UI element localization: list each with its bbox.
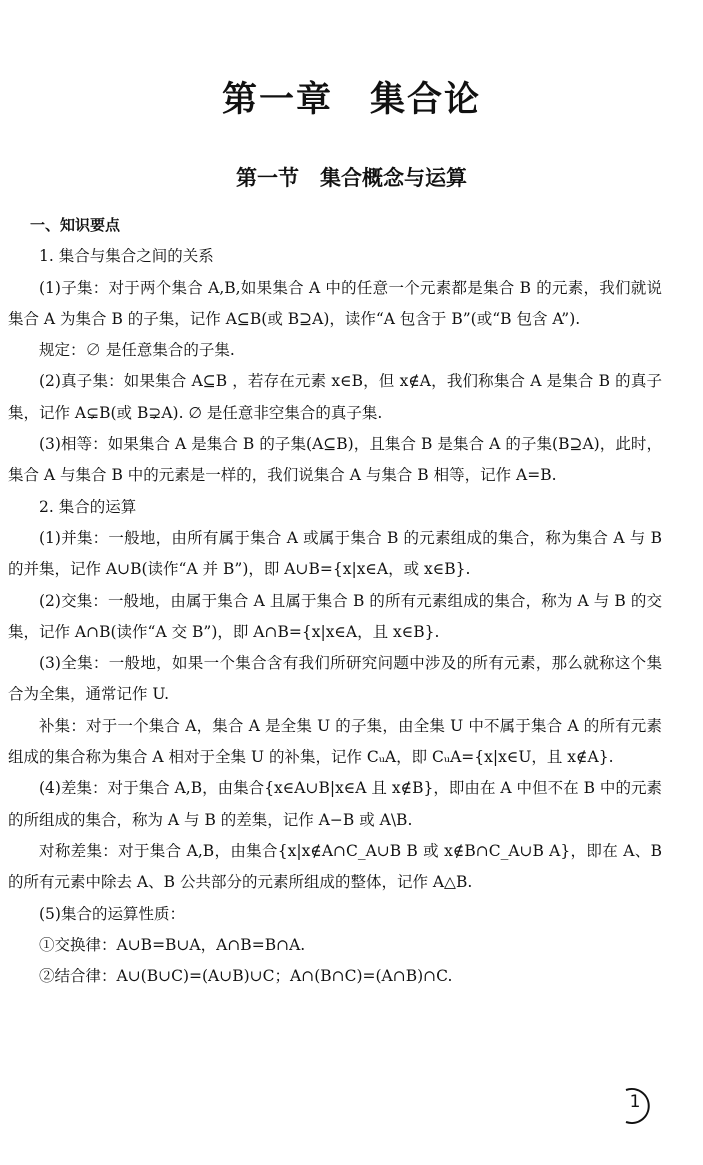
paragraph-universal-set: (3)全集：一般地，如果一个集合含有我们所研究问题中涉及的所有元素，那么就称这个集合为全集，通常记作 U. [8,654,662,704]
knowledge-points-heading: 一、知识要点 [30,216,121,234]
paragraph-empty-set-rule: 规定：∅ 是任意集合的子集. [39,341,235,360]
page-number-badge [618,1086,658,1126]
paragraph-commutative-law: ①交换律：A∪B=B∪A，A∩B=B∩A. [39,935,306,954]
paragraph-subset: (1)子集：对于两个集合 A,B,如果集合 A 中的任意一个元素都是集合 B 的元素，我们就说集合 A 为集合 B 的子集，记作 A⊆B(或 B⊇A)，读作“A 包含于 B”(或“B 包含 A”). [8,278,662,328]
paragraph-properties: (5)集合的运算性质： [39,904,185,923]
paragraph-symmetric-difference: 对称差集：对于集合 A,B，由集合{x|x∉A∩C_A∪B B 或 x∉B∩C_A∪B A}，即在 A、B 的所有元素中除去 A、B 公共部分的元素所组成的整体，记作 A△B. [8,841,662,892]
paragraph-union: (1)并集：一般地，由所有属于集合 A 或属于集合 B 的元素组成的集合，称为集合 A 与 B 的并集，记作 A∪B(读作“A 并 B”)，即 A∪B={x|x∈A，或 x∈B}. [8,528,662,579]
paragraph-equality: (3)相等：如果集合 A 是集合 B 的子集(A⊆B)，且集合 B 是集合 A 的子集(B⊇A)，此时，集合 A 与集合 B 中的元素是一样的，我们说集合 A 与集合 B 相等，记作 A=B. [8,435,662,485]
paragraph-intersection: (2)交集：一般地，由属于集合 A 且属于集合 B 的所有元素组成的集合，称为 A 与 B 的交集，记作 A∩B(读作“A 交 B”)，即 A∩B={x|x∈A，且 x∈B}. [8,591,662,641]
chapter-title: 第一章 集合论 [221,80,481,120]
paragraph-complement: 补集：对于一个集合 A，集合 A 是全集 U 的子集，由全集 U 中不属于集合 A 的所有元素组成的集合称为集合 A 相对于全集 U 的补集，记作 CᵤA，即 CᵤA={x|x∈U，且 x∉A}. [8,716,662,767]
body-text [8,210,662,992]
section-title: 第一节 集合概念与运算 [236,166,467,190]
paragraph-difference: (4)差集：对于集合 A,B，由集合{x∈A∪B|x∈A 且 x∉B}，即由在 A 中但不在 B 中的元素的所组成的集合，称为 A 与 B 的差集，记作 A−B 或 A\B. [8,779,662,829]
page-number: 1 [629,1092,641,1112]
paragraph-associative-law: ②结合律：A∪(B∪C)=(A∪B)∪C；A∩(B∩C)=(A∩B)∩C. [39,967,453,986]
paragraph-proper-subset: (2)真子集：如果集合 A⊆B ，若存在元素 x∈B，但 x∉A，我们称集合 A 是集合 B 的真子集，记作 A⊊B(或 B⊋A). ∅ 是任意非空集合的真子集. [8,372,662,422]
subheading-relations: 1. 集合与集合之间的关系 [39,247,214,266]
subheading-operations: 2. 集合的运算 [39,497,137,516]
